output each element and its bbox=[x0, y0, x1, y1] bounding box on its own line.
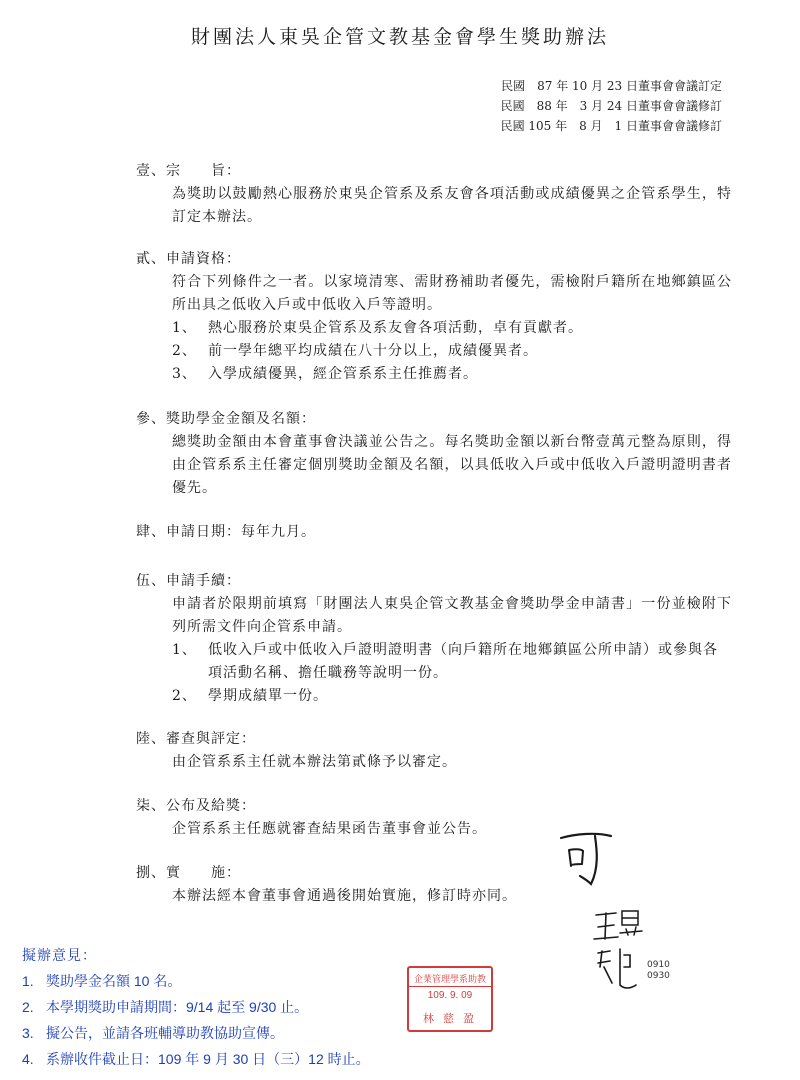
article-body bbox=[172, 271, 732, 386]
article-heading: 伍、申請手續： bbox=[136, 573, 241, 589]
handwritten-date: 0910 0930 bbox=[647, 960, 670, 981]
item-number: 2、 bbox=[172, 343, 197, 359]
revision-line: 民國 105 年 8 月 1 日董事會會議修訂 bbox=[500, 119, 722, 133]
handwritten-approval bbox=[555, 828, 615, 888]
list-item bbox=[172, 363, 732, 386]
opinion-text: 獎助學金名額 10 名。 bbox=[46, 973, 182, 989]
item-number: 3、 bbox=[172, 366, 197, 382]
article-body bbox=[172, 818, 732, 841]
article-paragraph: 本辦法經本會董事會通過後開始實施，修訂時亦同。 bbox=[172, 888, 517, 904]
article-heading: 肆、申請日期：每年九月。 bbox=[136, 524, 316, 540]
article-body bbox=[172, 431, 732, 500]
item-text: 入學成績優異，經企管系系主任推薦者。 bbox=[208, 366, 478, 382]
revision-history bbox=[501, 76, 722, 136]
stamp-unit: 企業管理學系助教 bbox=[409, 972, 491, 987]
handwritten-signature bbox=[590, 905, 650, 995]
revision-line: 民國 87 年 10 月 23 日董事會會議訂定 bbox=[501, 79, 722, 93]
opinion-item bbox=[22, 1046, 462, 1072]
opinion-item bbox=[22, 968, 462, 994]
revision-line: 民國 88 年 3 月 24 日董事會會議修訂 bbox=[500, 99, 722, 113]
opinion-item bbox=[22, 1020, 462, 1046]
list-item bbox=[172, 317, 732, 340]
stamp-name: 林 慈 盈 bbox=[422, 1013, 478, 1025]
article-paragraph: 企管系系主任應就審查結果函告董事會並公告。 bbox=[172, 821, 487, 837]
item-number: 2、 bbox=[172, 688, 197, 704]
article-body bbox=[172, 183, 732, 229]
article-heading: 柒、公布及給獎： bbox=[136, 798, 256, 814]
document-title: 財團法人東吳企管文教基金會學生獎助辦法 bbox=[190, 26, 609, 48]
article-paragraph: 總獎助金額由本會董事會決議並公告之。每名獎助金額以新台幣壹萬元整為原則，得由企管系系主任審定個別獎助金額及名額，以具低收入戶或中低收入戶證明證明書者優先。 bbox=[172, 434, 732, 496]
date-stamp bbox=[407, 966, 493, 1032]
stamp-date: 109. 9. 09 bbox=[427, 990, 473, 1001]
opinion-heading: 擬辦意見： bbox=[22, 947, 97, 963]
opinion-number: 2. bbox=[22, 999, 34, 1015]
list-item bbox=[172, 340, 732, 363]
opinion-number: 1. bbox=[22, 973, 34, 989]
opinion-text: 擬公告，並請各班輔導助教協助宣傳。 bbox=[46, 1025, 284, 1041]
opinion-text: 系辦收件截止日：109 年 9 月 30 日（三）12 時止。 bbox=[46, 1051, 370, 1067]
article-body bbox=[172, 751, 732, 774]
article-body bbox=[172, 593, 732, 708]
article-heading: 壹、宗 旨： bbox=[136, 163, 241, 179]
item-text: 低收入戶或中低收入戶證明證明書（向戶籍所在地鄉鎮區公所申請）或參與各項活動名稱、擔任職務等說明一份。 bbox=[208, 642, 718, 681]
item-text: 前一學年總平均成績在八十分以上，成績優異者。 bbox=[208, 343, 538, 359]
list-item bbox=[172, 639, 732, 685]
item-number: 1、 bbox=[172, 642, 197, 658]
opinion-item bbox=[22, 994, 462, 1020]
list-item bbox=[172, 685, 732, 708]
processing-opinion bbox=[22, 942, 462, 1072]
opinion-number: 3. bbox=[22, 1025, 34, 1041]
article-paragraph: 由企管系系主任就本辦法第貳條予以審定。 bbox=[172, 754, 457, 770]
opinion-text: 本學期獎助申請期間：9/14 起至 9/30 止。 bbox=[46, 999, 309, 1015]
article-heading: 參、獎助學金金額及名額： bbox=[136, 411, 316, 427]
article-paragraph: 為獎助以鼓勵熱心服務於東吳企管系及系友會各項活動或成績優異之企管系學生，特訂定本辦法。 bbox=[172, 186, 732, 225]
item-text: 學期成績單一份。 bbox=[208, 688, 328, 704]
opinion-number: 4. bbox=[22, 1051, 34, 1067]
item-text: 熱心服務於東吳企管系及系友會各項活動，卓有貢獻者。 bbox=[208, 320, 583, 336]
article-paragraph: 申請者於限期前填寫「財團法人東吳企管文教基金會獎助學金申請書」一份並檢附下列所需文件向企管系申請。 bbox=[172, 596, 732, 635]
article-paragraph: 符合下列條件之一者。以家境清寒、需財務補助者優先，需檢附戶籍所在地鄉鎮區公所出具之低收入戶或中低收入戶等證明。 bbox=[172, 274, 732, 313]
item-number: 1、 bbox=[172, 320, 197, 336]
article-heading: 陸、審查與評定： bbox=[136, 731, 256, 747]
article-heading: 捌、實 施： bbox=[136, 865, 241, 881]
article-heading: 貳、申請資格： bbox=[136, 251, 241, 267]
